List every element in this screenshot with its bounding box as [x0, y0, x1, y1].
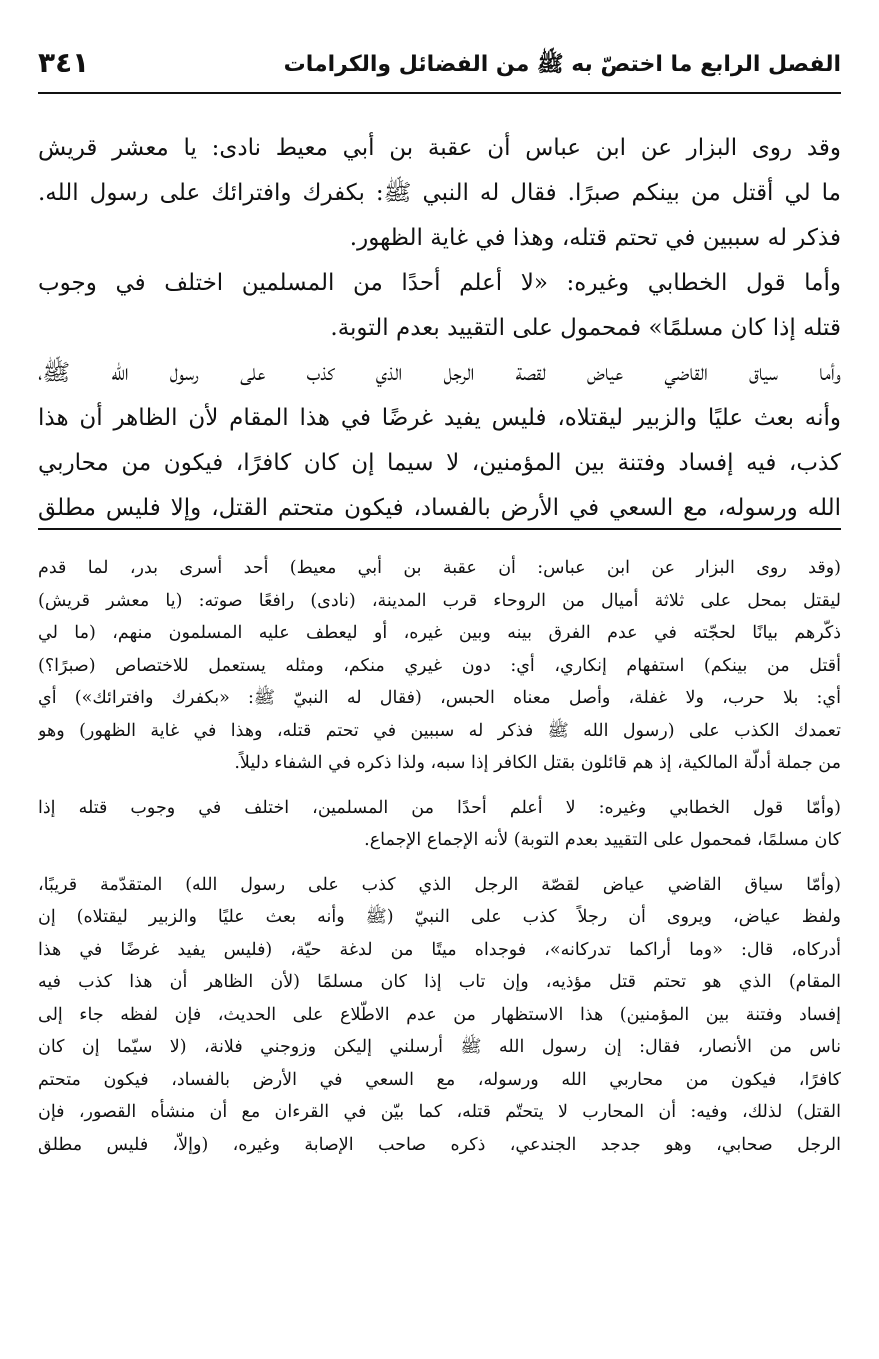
chapter-title: الفصل الرابع ما اختصّ به ﷺ من الفضائل والكرامات: [283, 52, 841, 77]
commentary-line: ناس من الأنصار، فقال: إن رسول الله ﷺ أرسلني إليكن وزوجني فلانة، (لا سيّما إن كان: [38, 1037, 841, 1057]
commentary-line: المقام) الذي هو تحتم قتل مؤذيه، وإن تاب إذا كان مسلمًا (لأن الظاهر أن هذا كذب فيه: [38, 972, 841, 992]
main-text-line: فذكر له سببين في تحتم قتله، وهذا في غاية الظهور.: [349, 225, 841, 251]
commentary-line: ذكّرهم بيانًا لحجّته في عدم الفرق بينه وبين غيره، أو ليعطف عليه المسلمون منهم، (ما لي: [38, 623, 841, 643]
commentary-paragraph: [38, 792, 841, 857]
commentary-line: تعمدك الكذب على (رسول الله ﷺ فذكر له سببين في تحتم قتله، وهذا في غاية الظهور) وهو: [38, 720, 841, 741]
main-text-line: قتله إذا كان مسلمًا» فمحمول على التقييد بعدم التوبة.: [330, 315, 841, 341]
commentary-block: [38, 552, 841, 1161]
commentary-line: ليقتل بمحل على ثلاثة أميال من الروحاء قرب المدينة، (نادى) رافعًا صوته: (يا معشر قريش): [38, 590, 841, 611]
main-text-line: كذب، فيه إفساد وفتنة بين المؤمنين، لا سيما إن كان كافرًا، فيكون من محاربي: [38, 450, 841, 476]
commentary-line: إفساد وفتنة بين المؤمنين) هذا الاستظهار من عدم الاطّلاع على الحديث، فإن لفظه جاء إلى: [38, 1004, 841, 1025]
page-number: ٣٤١: [38, 46, 90, 79]
commentary-line: (وأمّا قول الخطابي وغيره: لا أعلم أحدًا من المسلمين، اختلف في وجوب قتله إذا: [38, 797, 841, 818]
main-text-block: [38, 126, 841, 531]
main-text-line: وأما قول الخطابي وغيره: «لا أعلم أحدًا من المسلمين اختلف في وجوب: [38, 270, 841, 296]
commentary-line: كان مسلمًا، فمحمول على التقييد بعدم التوبة) لأنه الإجماع الإجماع.: [364, 830, 841, 850]
commentary-line: (وقد روى البزار عن ابن عباس: أن عقبة بن أبي معيط) أحد أسرى بدر، لما قدم: [38, 558, 841, 578]
commentary-paragraph: [38, 552, 841, 780]
running-header: [38, 44, 841, 94]
main-text-line: ما لي أقتل من بينكم صبرًا. فقال له النبي ﷺ: بكفرك وافترائك على رسول الله.: [38, 180, 841, 206]
commentary-line: القتل) لذلك، وفيه: أن المحارب لا يتحتّم قتله، كما بيّن في القرءان مع أن منشأه القصور، فإن: [38, 1102, 841, 1122]
commentary-line: ولفظ عياض، ويروى أن رجلاً كذب على النبيّ (ﷺ وأنه بعث عليًا والزبير ليقتلاه) إن: [38, 907, 841, 927]
commentary-line: أدركاه، قال: «وما أراكما تدركانه»، فوجداه ميتًا من لدغة حيّة، (فليس يفيد غرضًا في هذا: [38, 939, 841, 960]
main-text-line: الله ورسوله، مع السعي في الأرض بالفساد، فيكون متحتم القتل، وإلا فليس مطلق: [38, 495, 841, 521]
commentary-paragraph: [38, 869, 841, 1162]
main-text-line: وأنه بعث عليًا والزبير ليقتلاه، فليس يفيد غرضًا في هذا المقام لأن الظاهر أن هذا: [38, 405, 841, 431]
commentary-line: كافرًا، فيكون من محاربي الله ورسوله، مع السعي في الأرض بالفساد، فيكون متحتم: [38, 1069, 841, 1090]
footnote-divider: [38, 528, 841, 530]
commentary-line: أقتل من بينكم) استفهام إنكاري، أي: دون غيري منكم، ومثله يستعمل للاختصاص (صبرًا؟): [38, 655, 841, 676]
main-text-line: وقد روى البزار عن ابن عباس أن عقبة بن أبي معيط نادى: يا معشر قريش: [38, 135, 841, 161]
main-text-line: وأما سياق القاضي عياض لقصة الرجل الذي كذب على رسول الله ﷺ،: [38, 360, 841, 386]
commentary-line: الرجل صحابي، وهو جدجد الجندعي، ذكره صاحب الإصابة وغيره، (وإلاّ، فليس مطلق: [38, 1134, 841, 1155]
commentary-line: أي: بلا حرب، ولا غفلة، وأصل معناه الحبس، (فقال له النبيّ ﷺ: «بكفرك وافترائك») أي: [38, 688, 841, 708]
commentary-line: من جملة أدلّة المالكية، إذ هم قائلون بقتل الكافر إذا سبه، ولذا ذكره في الشفاء دليلاً.: [234, 753, 841, 773]
commentary-line: (وأمّا سياق القاضي عياض لقصّة الرجل الذي كذب على رسول الله) المتقدّمة قريبًا،: [38, 874, 841, 895]
